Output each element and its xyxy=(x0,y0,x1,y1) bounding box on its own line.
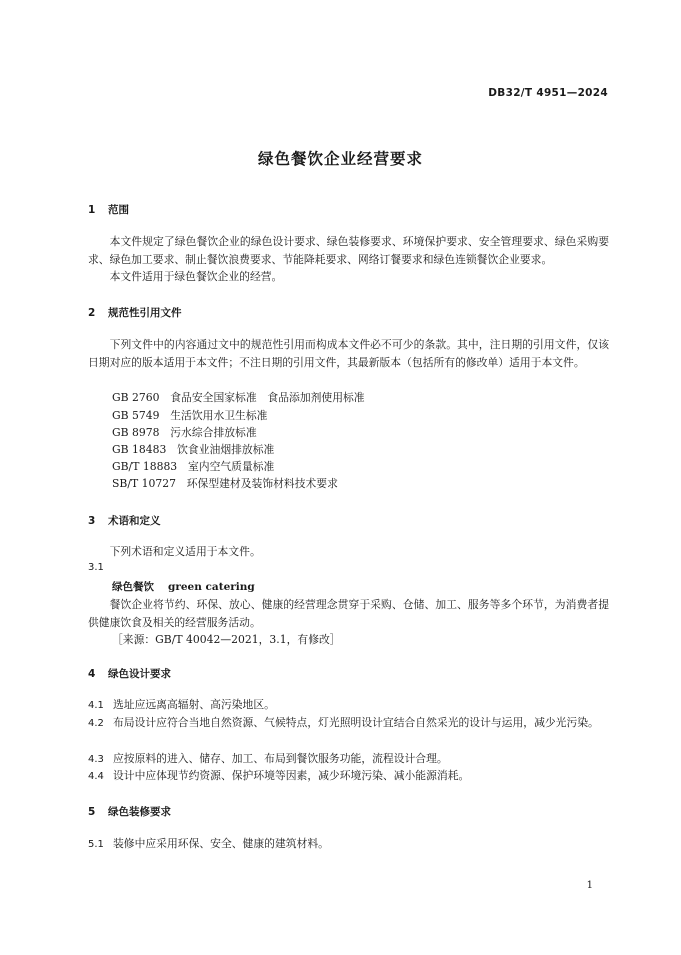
reference-item: SB/T 10727 环保型建材及装饰材料技术要求 xyxy=(112,477,338,490)
section-3-heading xyxy=(88,513,161,528)
section-1-heading xyxy=(88,202,129,217)
section-number: 2 xyxy=(88,307,96,319)
page-number: 1 xyxy=(586,880,593,891)
clause-number: 4.2 xyxy=(88,718,104,729)
term-source: ［来源：GB/T 40042—2021，3.1，有修改］ xyxy=(112,633,341,646)
clause-text: 应按原料的进入、储存、加工、布局到餐饮服务功能，流程设计合理。 xyxy=(113,752,448,765)
section-2-paragraph-1: 下列文件中的内容通过文中的规范性引用而构成本文件必不可少的条款。其中，注日期的引用文件，仅该日期对应的版本适用于本文件；不注日期的引用文件，其最新版本（包括所有的修改单）适用于本文件。 xyxy=(88,338,609,369)
section-number: 1 xyxy=(88,204,96,216)
reference-item: GB 5749 生活饮用水卫生标准 xyxy=(112,409,268,422)
reference-item: GB 8978 污水综合排放标准 xyxy=(112,426,257,439)
clause-5-1 xyxy=(88,835,609,854)
section-1-paragraph-1: 本文件规定了绿色餐饮企业的绿色设计要求、绿色装修要求、环境保护要求、安全管理要求、绿色采购要求、绿色加工要求、制止餐饮浪费要求、节能降耗要求、网络订餐要求和绿色连锁餐饮企业要求。 xyxy=(88,235,609,266)
section-title: 范围 xyxy=(108,204,129,216)
reference-item: GB 18483 饮食业油烟排放标准 xyxy=(112,443,275,456)
clause-text: 布局设计应符合当地自然资源、气候特点，灯光照明设计宜结合自然采光的设计与运用，减少光污染。 xyxy=(113,716,599,729)
term-definition: 餐饮企业将节约、环保、放心、健康的经营理念贯穿于采购、仓储、加工、服务等多个环节，为消费者提供健康饮食及相关的经营服务活动。 xyxy=(88,598,609,629)
section-title: 绿色设计要求 xyxy=(108,668,171,680)
clause-4-2 xyxy=(88,714,609,733)
section-2-heading xyxy=(88,305,182,320)
clause-4-4 xyxy=(88,767,609,786)
term-number: 3.1 xyxy=(88,562,104,573)
section-number: 4 xyxy=(88,668,96,680)
term-heading xyxy=(112,579,255,594)
section-title: 绿色装修要求 xyxy=(108,806,171,818)
clause-number: 4.1 xyxy=(88,700,104,711)
document-title: 绿色餐饮企业经营要求 xyxy=(257,150,423,168)
clause-4-1 xyxy=(88,696,609,715)
clause-number: 5.1 xyxy=(88,839,104,850)
standard-code: DB32/T 4951—2024 xyxy=(488,87,608,99)
clause-number: 4.3 xyxy=(88,754,104,765)
section-5-heading xyxy=(88,804,171,819)
term-english: green catering xyxy=(168,581,255,593)
section-1-paragraph-2: 本文件适用于绿色餐饮企业的经营。 xyxy=(109,270,283,283)
section-number: 5 xyxy=(88,806,96,818)
clause-number: 4.4 xyxy=(88,771,104,782)
clause-text: 选址应远离高辐射、高污染地区。 xyxy=(113,698,275,711)
term-chinese: 绿色餐饮 xyxy=(112,581,154,593)
clause-text: 设计中应体现节约资源、保护环境等因素，减少环境污染、减小能源消耗。 xyxy=(113,769,470,782)
section-title: 规范性引用文件 xyxy=(108,307,182,319)
reference-item: GB/T 18883 室内空气质量标准 xyxy=(112,460,275,473)
section-4-heading xyxy=(88,666,171,681)
section-3-paragraph-1: 下列术语和定义适用于本文件。 xyxy=(109,545,261,558)
reference-item: GB 2760 食品安全国家标准 食品添加剂使用标准 xyxy=(112,391,365,404)
clause-text: 装修中应采用环保、安全、健康的建筑材料。 xyxy=(113,837,329,850)
section-title: 术语和定义 xyxy=(108,515,161,527)
section-number: 3 xyxy=(88,515,96,527)
